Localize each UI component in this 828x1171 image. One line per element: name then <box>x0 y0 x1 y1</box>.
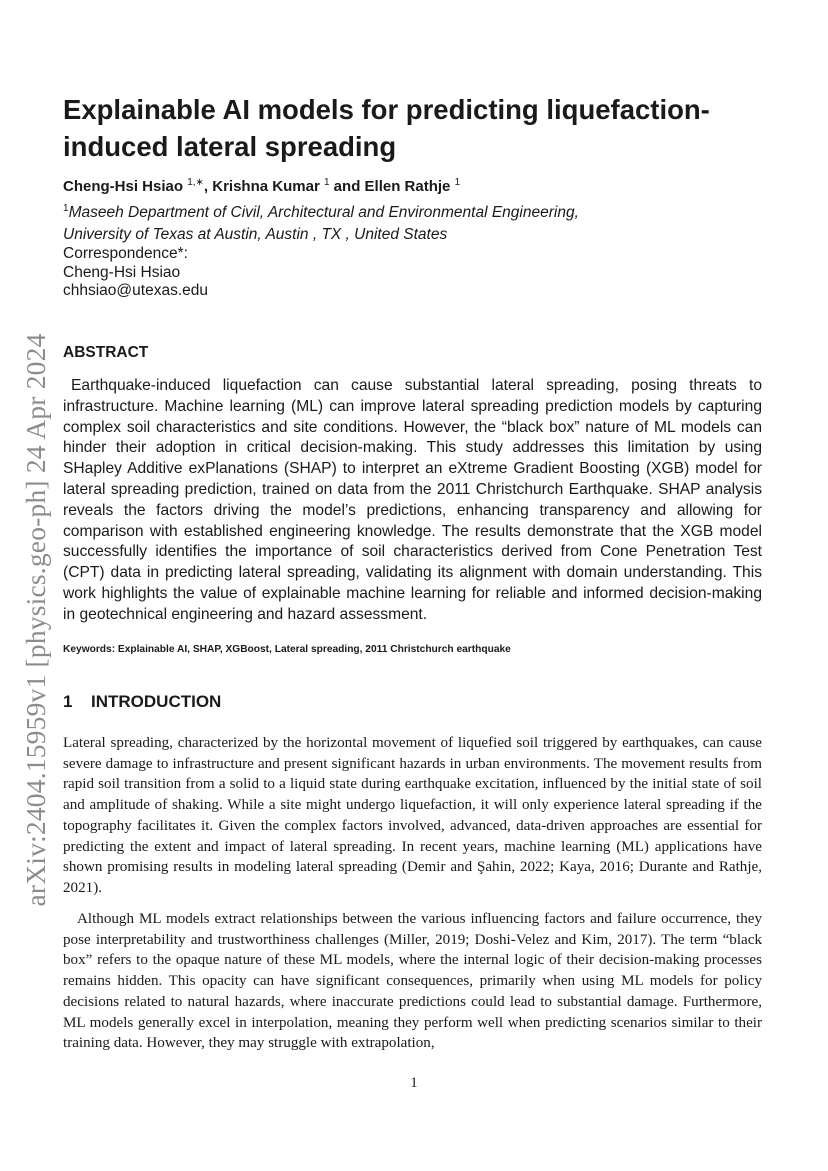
author-name: Krishna Kumar <box>212 178 320 195</box>
author-affiliation-mark: 1,∗ <box>187 177 204 188</box>
author-name: Cheng-Hsi Hsiao <box>63 178 184 195</box>
paper-title: Explainable AI models for predicting liquefaction-induced lateral spreading <box>63 94 710 162</box>
correspondence-block <box>63 245 208 301</box>
correspondence-label: Correspondence*: <box>63 245 188 262</box>
author-separator: and <box>329 178 365 195</box>
abstract-text: Earthquake-induced liquefaction can cause substantial lateral spreading, posing threats to infrastructure. Machine learning (ML) can improve lateral spreading prediction models by capturing complex soil characteristics and site conditions. However, the “black box” nature of ML models can hinder their adoption in critical decision-making. This study addresses this limitation by using SHapley Additive exPlanations (SHAP) to interpret an eXtreme Gradient Boosting (XGB) model for lateral spreading prediction, trained on data from the 2011 Christchurch Earthquake. SHAP analysis reveals the factors driving the model’s predictions, enhancing transparency and allowing for comparison with established engineering knowledge. The results demonstrate that the XGB model successfully identifies the importance of soil characteristics derived from Cone Penetration Test (CPT) data in predicting lateral spreading, validating its alignment with domain understanding. This work highlights the value of explainable machine learning for reliable and informed decision-making in geotechnical engineering and hazard assessment. <box>63 377 762 623</box>
section-title: INTRODUCTION <box>91 692 222 711</box>
affiliation-line: $^1$Maseeh Department of Civil, Architectural and Environmental Engineering, <box>63 203 579 221</box>
abstract-heading: ABSTRACT <box>63 344 149 361</box>
body-paragraph: Lateral spreading, characterized by the horizontal movement of liquefied soil triggered by earthquakes, can cause severe damage to infrastructure and present significant hazards in urban environments. The movement results from rapid soil transition from a solid to a liquid state during earthquake excitation, influenced by the initial state of soil and amplitude of shaking. While a site might undergo liquefaction, it will only experience lateral spreading if the topography facilitates it. Given the complex factors involved, advanced, data-driven approaches are essential for predicting the extent and impact of lateral spreading. In recent years, machine learning (ML) applications have shown promising results in modeling lateral spreading (Demir and Şahin, 2022; Kaya, 2016; Durante and Rathje, 2021). <box>63 735 762 896</box>
section-heading <box>63 692 221 712</box>
affiliation <box>63 198 763 245</box>
correspondence-email: chhsiao@utexas.edu <box>63 282 208 299</box>
section-number: 1 <box>63 692 73 711</box>
page-number: 1 <box>410 1075 418 1091</box>
author-affiliation-mark: 1 <box>454 177 461 188</box>
affiliation-mark: 1 <box>63 203 69 214</box>
body-paragraph: Although ML models extract relationships between the various influencing factors and failure occurrence, they pose interpretability and trustworthiness challenges (Miller, 2019; Doshi-Velez and Kim, 2017). The term “black box” refers to the opaque nature of these ML models, where the internal logic of their decision-making processes remains hidden. This opacity can have significant consequences, primarily when using ML models for policy decisions related to natural hazards, where inaccurate predictions could lead to substantial damage. Furthermore, ML models generally excel in interpolation, meaning they perform well when predicting scenarios similar to their training data. However, they may struggle with extrapolation, <box>63 911 762 1052</box>
correspondence-name: Cheng-Hsi Hsiao <box>63 263 181 281</box>
author-separator: , <box>203 178 213 195</box>
author-affiliation-mark: 1 <box>323 177 330 188</box>
keywords: Keywords: Explainable AI, SHAP, XGBoost, Lateral spreading, 2011 Christchurch earthquake <box>63 644 511 655</box>
affiliation-line: University of Texas at Austin, Austin , TX , United States <box>63 225 448 243</box>
arxiv-identifier: arXiv:2404.15959v1 [physics.geo-ph] 24 Apr 2024 <box>20 333 51 907</box>
author-name: Ellen Rathje <box>364 178 451 195</box>
author-list <box>63 173 460 197</box>
